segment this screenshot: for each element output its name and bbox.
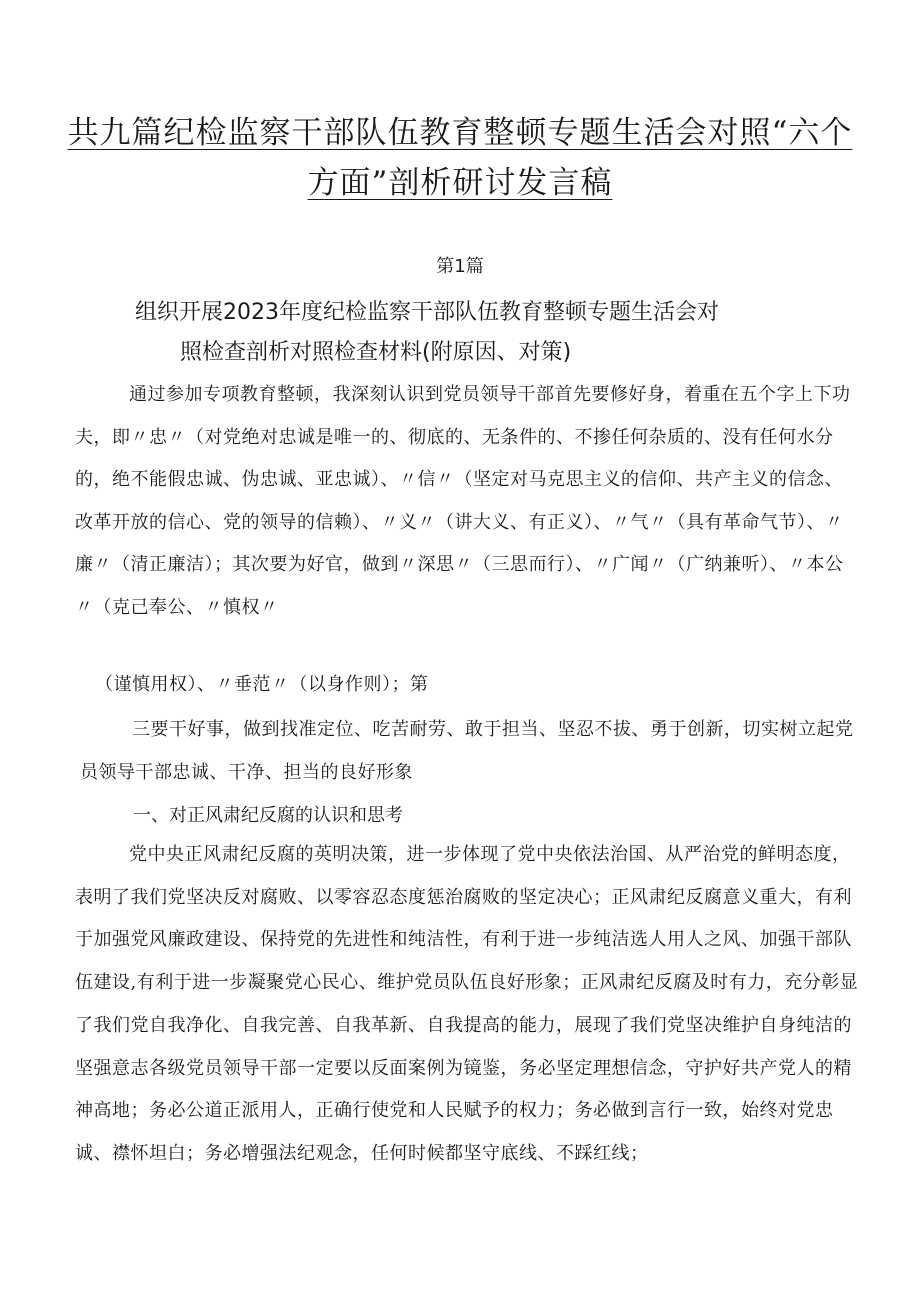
body-paragraph-3: 三要干好事，做到找准定位、吃苦耐劳、敢于担当、坚忍不拔、勇于创新，切实树立起党员领导干部忠诚、干净、担当的良好形象 xyxy=(80,719,854,783)
body-paragraph-1: 通过参加专项教育整顿，我深刻认识到党员领导干部首先要修好身，着重在五个字上下功夫，即〃忠〃（对党绝对忠诚是唯一的、彻底的、无条件的、不掺任何杂质的、没有任何水分的，绝不能假忠诚、伪忠诚、亚忠诚）、〃信〃（坚定对马克思主义的信仰、共产主义的信念、改革开放的信心、党的领导的信赖）、〃义〃（讲大义、有正义）、〃气〃（具有革命气节）、〃廉〃（清正廉洁）；其次要为好官，做到〃深思〃（三思而行）、〃广闻〃（广纳兼听）、〃本公〃（克己奉公、〃慎权〃 xyxy=(75,384,851,618)
section-1-heading: 一、对正风肃纪反腐的认识和思考 xyxy=(133,805,403,826)
subtitle-line-2: 照检查剖析对照检查材料(附原因、对策) xyxy=(180,340,572,365)
body-paragraph-4: 党中央正风肃纪反腐的英明决策，进一步体现了党中央依法治国、从严治党的鲜明态度，表明了我们党坚决反对腐败、以零容忍态度惩治腐败的坚定决心；正风肃纪反腐意义重大，有利于加强党风廉政建设、保持党的先进性和纯洁性，有利于进一步纯洁选人用人之风、加强干部队伍建设,有利于进一步凝聚党心民心、维护党员队伍良好形象；正风肃纪反腐及时有力，充分彰显了我们党自我净化、自我完善、自我革新、自我提高的能力，展现了我们党坚决维护自身纯洁的坚强意志各级党员领导干部一定要以反面案例为镜鉴，务必坚定理想信念，守护好共产党人的精神高地；务必公道正派用人，正确行使党和人民赋予的权力；务必做到言行一致，始终对党忠诚、襟怀坦白；务必增强法纪观念，任何时候都坚守底线、不踩红线； xyxy=(75,844,859,1164)
body-paragraph-2: （谨慎用权）、〃垂范〃（以身作则）；第 xyxy=(95,674,429,695)
subtitle-line-1: 组织开展2023年度纪检监察干部队伍教育整顿专题生活会对 xyxy=(135,300,719,325)
document-title: 共九篇纪检监察干部队伍教育整顿专题生活会对照“六个方面”剖析研讨发言稿 xyxy=(67,115,853,201)
chapter-label: 第1篇 xyxy=(436,256,484,277)
document-subtitle xyxy=(135,293,855,373)
